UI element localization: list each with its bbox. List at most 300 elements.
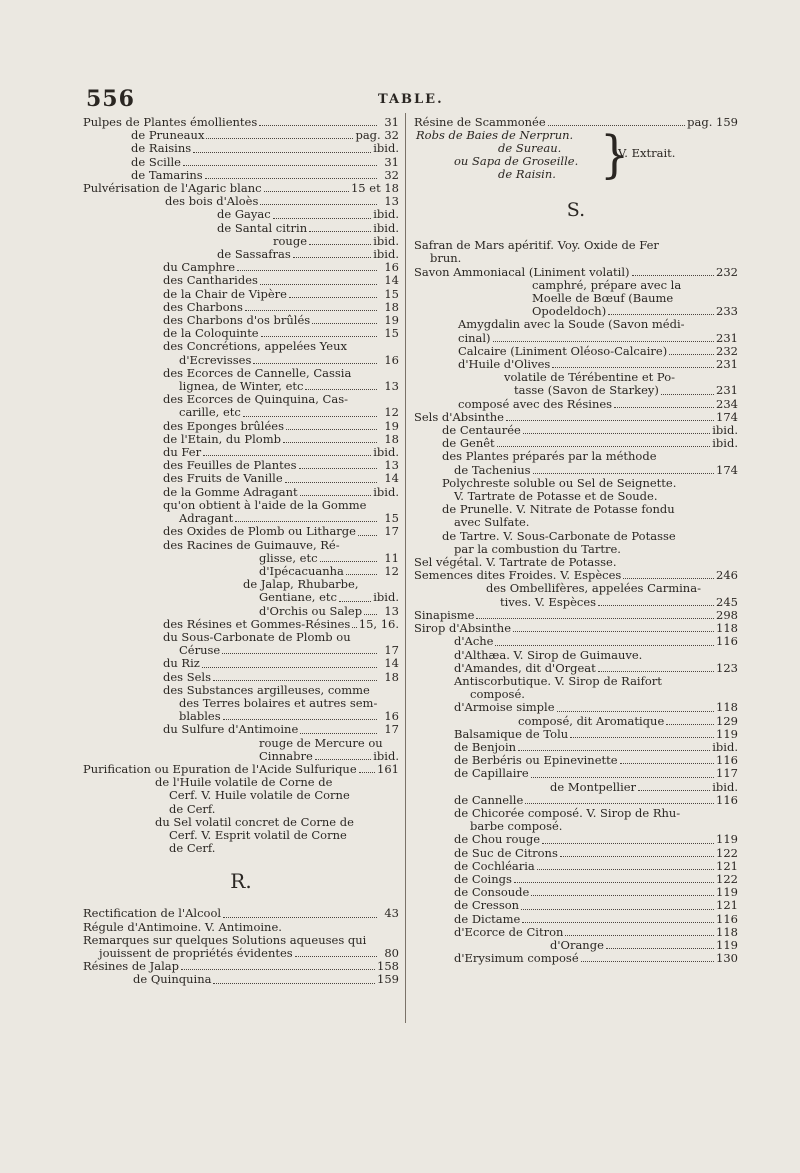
- entry-page: 119: [716, 885, 738, 900]
- leader-dots: [570, 737, 714, 738]
- entry-text: lignea, de Winter, etc: [179, 379, 304, 394]
- leader-dots: [289, 297, 377, 298]
- index-entry: [83, 631, 399, 644]
- index-entry: [83, 288, 399, 301]
- index-entry: [83, 789, 399, 802]
- entry-page: 15, 16.: [358, 616, 399, 631]
- entry-page: 12: [384, 405, 399, 420]
- brace-glyph: }: [600, 124, 630, 184]
- entry-page: 232: [716, 343, 738, 358]
- index-entry: [414, 767, 738, 780]
- entry-text: Adragant: [179, 511, 234, 526]
- leader-dots: [598, 671, 714, 672]
- entry-page: 15 et 18: [350, 181, 399, 196]
- index-entry: [414, 860, 738, 873]
- entry-text: tasse (Savon de Starkey): [514, 383, 659, 398]
- index-entry: [414, 649, 738, 662]
- entry-text: de Centaurée: [442, 423, 521, 438]
- entry-page: ibid.: [712, 779, 738, 794]
- index-entry: [414, 833, 738, 846]
- entry-text: de Benjoin: [454, 739, 517, 754]
- leader-dots: [669, 354, 714, 355]
- leader-dots: [623, 578, 714, 579]
- index-entry: [83, 644, 399, 657]
- entry-text: des Ombellifères, appelées Carmina-: [486, 581, 701, 596]
- entry-page: 118: [716, 700, 738, 715]
- entry-text: d'Ecrevisses: [179, 352, 252, 367]
- entry-text: Régule d'Antimoine. V. Antimoine.: [83, 919, 282, 934]
- index-entry: [83, 552, 399, 565]
- index-entry: [83, 222, 399, 235]
- entry-page: 122: [716, 845, 738, 860]
- entry-text: barbe composé.: [470, 819, 563, 834]
- entry-page: 13: [384, 458, 399, 473]
- entry-text: Cerf. V. Huile volatile de Corne: [169, 788, 350, 803]
- entry-page: ibid.: [373, 220, 399, 235]
- entry-page: ibid.: [373, 590, 399, 605]
- index-entry: [83, 420, 399, 433]
- entry-page: 119: [716, 726, 738, 741]
- entry-page: 117: [716, 766, 738, 781]
- leader-dots: [273, 218, 372, 219]
- entry-text: des Oxides de Plomb ou Litharge: [163, 524, 356, 539]
- entry-text: jouissent de propriétés évidentes: [99, 945, 293, 960]
- entry-text: d'Orchis ou Salep: [259, 603, 363, 618]
- see-reference: V. Extrait.: [618, 146, 676, 161]
- leader-dots: [525, 803, 714, 804]
- index-entry: [83, 433, 399, 446]
- entry-page: 231: [716, 357, 738, 372]
- entry-text: d'Althæa. V. Sirop de Guimauve.: [454, 647, 643, 662]
- entry-text: de Cannelle: [454, 792, 524, 807]
- entry-text: Sels d'Absinthe: [414, 409, 504, 424]
- index-entry: [83, 829, 399, 842]
- entry-page: 14: [384, 656, 399, 671]
- entry-page: ibid.: [373, 207, 399, 222]
- leader-dots: [606, 948, 714, 949]
- entry-page: 14: [384, 471, 399, 486]
- leader-dots: [521, 909, 714, 910]
- entry-text: de Tartre. V. Sous-Carbonate de Potasse: [442, 528, 676, 543]
- entry-text: de Suc de Citrons: [454, 845, 558, 860]
- index-entry: [83, 393, 399, 406]
- robs-line: de Sureau.: [498, 141, 562, 156]
- entry-text: V. Tartrate de Potasse et de Soude.: [454, 489, 658, 504]
- entry-text: des Ecorces de Cannelle, Cassia: [163, 365, 352, 380]
- entry-text: Sel végétal. V. Tartrate de Potasse.: [414, 555, 617, 570]
- entry-page: 17: [384, 722, 399, 737]
- entry-text: de Cochléaria: [454, 858, 535, 873]
- index-entry: [414, 847, 738, 860]
- leader-dots: [560, 856, 714, 857]
- entry-page: 19: [384, 313, 399, 328]
- entry-text: Cerf. V. Esprit volatil de Corne: [169, 827, 347, 842]
- index-entry: [83, 605, 399, 618]
- entry-page: pag. 159: [687, 115, 738, 129]
- entry-page: 19: [384, 418, 399, 433]
- leader-dots: [358, 535, 377, 536]
- entry-text: Safran de Mars apéritif. Voy. Oxide de Fer: [414, 238, 659, 253]
- leader-dots: [213, 983, 375, 984]
- entry-page: 123: [716, 660, 738, 675]
- entry-text: d'Erysimum composé: [454, 951, 579, 966]
- leader-dots: [305, 389, 377, 390]
- leader-dots: [476, 618, 714, 619]
- index-entry: [83, 591, 399, 604]
- entry-text: de Chou rouge: [454, 832, 541, 847]
- leader-dots: [533, 473, 715, 474]
- leader-dots: [518, 750, 710, 751]
- entry-text: de Scille: [131, 154, 181, 169]
- index-entry: [83, 657, 399, 670]
- index-entry: [414, 926, 738, 939]
- entry-text: de l'Huile volatile de Corne de: [155, 775, 333, 790]
- entry-text: d'Armoise simple: [454, 700, 555, 715]
- leader-dots: [552, 367, 714, 368]
- entry-text: de l'Etain, du Plomb: [163, 431, 281, 446]
- entry-text: des Eponges brûlées: [163, 418, 284, 433]
- leader-dots: [320, 561, 377, 562]
- entry-text: Cinnabre: [259, 748, 313, 763]
- entry-page: 17: [384, 643, 399, 658]
- index-entry: [83, 208, 399, 221]
- entry-page: 31: [384, 115, 399, 129]
- leader-dots: [581, 961, 714, 962]
- right-entries: [414, 239, 738, 965]
- leader-dots: [309, 244, 371, 245]
- leader-dots: [260, 284, 377, 285]
- leader-dots: [295, 956, 377, 957]
- entry-page: 231: [716, 383, 738, 398]
- leader-dots: [339, 601, 371, 602]
- index-entry: [414, 318, 738, 331]
- entry-text: Purification ou Epuration de l'Acide Sulfurique: [83, 761, 357, 776]
- entry-page: 13: [384, 603, 399, 618]
- leader-dots: [506, 420, 714, 421]
- entry-text: de Chicorée composé. V. Sirop de Rhu-: [454, 805, 681, 820]
- entry-text: du Camphre: [163, 260, 236, 275]
- entry-page: 118: [716, 621, 738, 636]
- entry-text: du Fer: [163, 445, 202, 460]
- entry-text: du Sulfure d'Antimoine: [163, 722, 299, 737]
- index-entry: [83, 842, 399, 855]
- leader-dots: [565, 935, 714, 936]
- entry-text: rouge: [273, 233, 307, 248]
- leader-dots: [661, 394, 714, 395]
- entry-text: des Résines et Gommes-Résines: [163, 616, 351, 631]
- entry-page: 234: [716, 396, 738, 411]
- leader-dots: [537, 869, 714, 870]
- entry-text: tives. V. Espèces: [500, 594, 597, 609]
- leader-dots: [213, 680, 377, 681]
- leader-dots: [309, 231, 371, 232]
- robs-line: ou Sapa de Groseille.: [454, 154, 579, 169]
- entry-text: de Coings: [454, 871, 512, 886]
- leader-dots: [203, 455, 371, 456]
- leader-dots: [235, 521, 377, 522]
- entry-text: de Prunelle. V. Nitrate de Potasse fondu: [442, 502, 675, 517]
- index-entry: [83, 142, 399, 155]
- entry-text: Pulvérisation de l'Agaric blanc: [83, 181, 262, 196]
- entry-text: d'Huile d'Olives: [458, 357, 551, 372]
- entry-page: 18: [384, 299, 399, 314]
- entry-text: glisse, etc: [259, 550, 318, 565]
- index-entry: [414, 450, 738, 463]
- index-entry: [83, 697, 399, 710]
- entry-page: 174: [716, 462, 738, 477]
- entry-text: Rectification de l'Alcool: [83, 906, 222, 921]
- entry-text: Pulpes de Plantes émollientes: [83, 115, 258, 129]
- index-entry: [83, 472, 399, 485]
- index-entry: [414, 252, 738, 265]
- leader-dots: [513, 631, 714, 632]
- right-column: [414, 116, 738, 965]
- leader-dots: [620, 763, 715, 764]
- index-entry: [83, 578, 399, 591]
- entry-text: de la Gomme Adragant: [163, 484, 298, 499]
- index-entry: [414, 899, 738, 912]
- leader-dots: [531, 895, 714, 896]
- leader-dots: [260, 204, 377, 205]
- entry-text: du Sous-Carbonate de Plomb ou: [163, 629, 351, 644]
- leader-dots: [293, 257, 372, 258]
- leader-dots: [514, 882, 714, 883]
- entry-page: ibid.: [373, 445, 399, 460]
- leader-dots: [608, 314, 714, 315]
- leader-dots: [261, 336, 377, 337]
- entry-text: Balsamique de Tolu: [454, 726, 569, 741]
- entry-page: 121: [716, 858, 738, 873]
- entry-page: pag. 32: [355, 128, 399, 143]
- entry-page: 32: [384, 167, 399, 182]
- leader-dots: [666, 724, 714, 725]
- entry-text: Résines de Jalap: [83, 959, 179, 974]
- leader-dots: [223, 917, 377, 918]
- leader-dots: [205, 178, 377, 179]
- leader-dots: [222, 653, 377, 654]
- entry-text: de Cresson: [454, 898, 520, 913]
- entry-page: 116: [716, 792, 738, 807]
- leader-dots: [259, 125, 377, 126]
- index-entry: [83, 750, 399, 763]
- index-entry: [83, 340, 399, 353]
- entry-text: Antiscorbutique. V. Sirop de Raifort: [454, 673, 662, 688]
- entry-text: d'Orange: [550, 937, 604, 952]
- leader-dots: [312, 323, 377, 324]
- leader-dots: [243, 416, 377, 417]
- entry-page: 18: [384, 431, 399, 446]
- entry-text: cinal): [458, 330, 491, 345]
- entry-text: de Quinquina: [133, 972, 212, 987]
- entry-page: 119: [716, 937, 738, 952]
- leader-dots: [264, 191, 349, 192]
- entry-page: 119: [716, 832, 738, 847]
- entry-page: 18: [384, 669, 399, 684]
- entry-page: 16: [384, 709, 399, 724]
- entry-page: ibid.: [373, 233, 399, 248]
- index-entry: [83, 934, 399, 947]
- leader-dots: [638, 790, 710, 791]
- entry-page: 12: [384, 563, 399, 578]
- entry-text: Opodeldoch): [532, 304, 607, 319]
- leader-dots: [183, 165, 377, 166]
- entry-text: Amygdalin avec la Soude (Savon médi-: [458, 317, 685, 332]
- entry-page: ibid.: [712, 739, 738, 754]
- leader-dots: [223, 719, 377, 720]
- entry-page: ibid.: [373, 748, 399, 763]
- entry-page: 158: [377, 959, 399, 974]
- entry-text: Semences dites Froides. V. Espèces: [414, 568, 622, 583]
- entry-text: Céruse: [179, 643, 221, 658]
- entry-page: ibid.: [373, 247, 399, 262]
- entry-page: 298: [716, 607, 738, 622]
- index-entry: [83, 737, 399, 750]
- entry-page: 122: [716, 871, 738, 886]
- entry-text: de Tachenius: [454, 462, 531, 477]
- entry-text: d'Amandes, dit d'Orgeat: [454, 660, 596, 675]
- leader-dots: [614, 407, 714, 408]
- index-entry: [414, 701, 738, 714]
- entry-page: 159: [377, 972, 399, 987]
- leader-dots: [237, 270, 377, 271]
- leader-dots: [299, 468, 377, 469]
- index-entry: [414, 398, 738, 411]
- leader-dots: [632, 275, 715, 276]
- entry-text: des Racines de Guimauve, Ré-: [163, 537, 340, 552]
- leader-dots: [245, 310, 377, 311]
- entry-page: 129: [716, 713, 738, 728]
- entry-text: Calcaire (Liniment Oléoso-Calcaire): [458, 343, 668, 358]
- entry-page: 43: [384, 906, 399, 921]
- leader-dots: [283, 442, 377, 443]
- entry-text: de Genêt: [442, 436, 495, 451]
- entry-text: d'Ache: [454, 634, 494, 649]
- entry-page: 13: [384, 379, 399, 394]
- entry-text: des Sels: [163, 669, 211, 684]
- entry-page: 80: [384, 945, 399, 960]
- entry-page: 161: [377, 761, 399, 776]
- entry-text: du Sel volatil concret de Corne de: [155, 814, 354, 829]
- entry-text: des Charbons: [163, 299, 243, 314]
- entry-text: de Capillaire: [454, 766, 529, 781]
- entry-text: Gentiane, etc: [259, 590, 337, 605]
- entry-text: du Riz: [163, 656, 200, 671]
- index-entry: [414, 675, 738, 688]
- index-entry: [83, 960, 399, 973]
- entry-text: Remarques sur quelques Solutions aqueuses qui: [83, 932, 367, 947]
- leader-dots: [531, 777, 714, 778]
- entry-page: 31: [384, 154, 399, 169]
- entry-page: 16: [384, 352, 399, 367]
- entry-page: 245: [716, 594, 738, 609]
- entry-page: 15: [384, 511, 399, 526]
- leader-dots: [495, 645, 714, 646]
- entry-text: qu'on obtient à l'aide de la Gomme: [163, 497, 367, 512]
- entry-text: de Consoude: [454, 885, 530, 900]
- entry-page: 11: [384, 550, 399, 565]
- robs-line: de Raisin.: [498, 167, 556, 182]
- leader-dots: [497, 446, 711, 447]
- leader-dots: [202, 667, 377, 668]
- entry-text: brun.: [430, 251, 462, 266]
- entry-text: des Fruits de Vanille: [163, 471, 283, 486]
- index-entry: [414, 913, 738, 926]
- entry-text: d'Ecorce de Citron: [454, 924, 564, 939]
- running-head: TABLE.: [378, 92, 444, 107]
- column-divider: [405, 113, 406, 1023]
- entry-page: ibid.: [712, 436, 738, 451]
- entry-page: 16: [384, 260, 399, 275]
- entry-page: 231: [716, 330, 738, 345]
- index-entry: [83, 274, 399, 287]
- entry-text: de Sassafras: [217, 247, 291, 262]
- entry-text: de Montpellier: [550, 779, 637, 794]
- index-entry: [414, 596, 738, 609]
- entry-text: des Substances argilleuses, comme: [163, 682, 370, 697]
- entry-text: Résine de Scammonée: [414, 115, 546, 129]
- section-heading: R.: [230, 869, 252, 894]
- leader-dots: [364, 614, 377, 615]
- entry-text: Sinapisme: [414, 607, 475, 622]
- leader-dots: [542, 843, 714, 844]
- index-entry: [414, 384, 738, 397]
- entry-text: Polychreste soluble ou Sel de Seignette.: [442, 475, 677, 490]
- entry-text: composé, dit Aromatique: [518, 713, 665, 728]
- robs-group: [414, 124, 738, 193]
- leader-dots: [286, 429, 377, 430]
- entry-text: Savon Ammoniacal (Liniment volatil): [414, 264, 630, 279]
- entry-text: Moelle de Bœuf (Baume: [532, 291, 674, 306]
- entry-page: 121: [716, 898, 738, 913]
- entry-text: avec Sulfate.: [454, 515, 530, 530]
- entry-page: ibid.: [712, 423, 738, 438]
- entry-page: 233: [716, 304, 738, 319]
- entry-text: de Jalap, Rhubarbe,: [243, 577, 359, 592]
- leader-dots: [598, 605, 714, 606]
- entry-text: de Gayac: [217, 207, 271, 222]
- leader-dots: [285, 482, 377, 483]
- entry-page: 116: [716, 634, 738, 649]
- entry-page: 13: [384, 194, 399, 209]
- leader-dots: [300, 495, 372, 496]
- entry-text: des Feuilles de Plantes: [163, 458, 297, 473]
- index-entry: [414, 952, 738, 965]
- leader-dots: [181, 969, 375, 970]
- index-entry: [414, 582, 738, 595]
- entry-page: 116: [716, 911, 738, 926]
- leader-dots: [193, 152, 371, 153]
- index-entry: [414, 728, 738, 741]
- entry-text: de Raisins: [131, 141, 192, 156]
- entry-text: des Cantharides: [163, 273, 258, 288]
- leader-dots: [315, 759, 371, 760]
- entry-text: d'Ipécacuanha: [259, 563, 344, 578]
- index-entry: [414, 332, 738, 345]
- entry-page: 246: [716, 568, 738, 583]
- leader-dots: [346, 574, 377, 575]
- leader-dots: [352, 627, 356, 628]
- entry-text: de Pruneaux: [131, 128, 205, 143]
- entry-text: de la Chair de Vipère: [163, 286, 287, 301]
- entry-page: 15: [384, 326, 399, 341]
- entry-text: de Santal citrin: [217, 220, 308, 235]
- entry-text: de Berbéris ou Epinevinette: [454, 753, 618, 768]
- entry-text: volatile de Térébentine et Po-: [504, 370, 676, 385]
- entry-page: 15: [384, 286, 399, 301]
- leader-dots: [523, 433, 710, 434]
- section-heading-s: S.: [566, 199, 586, 222]
- leader-dots: [253, 363, 377, 364]
